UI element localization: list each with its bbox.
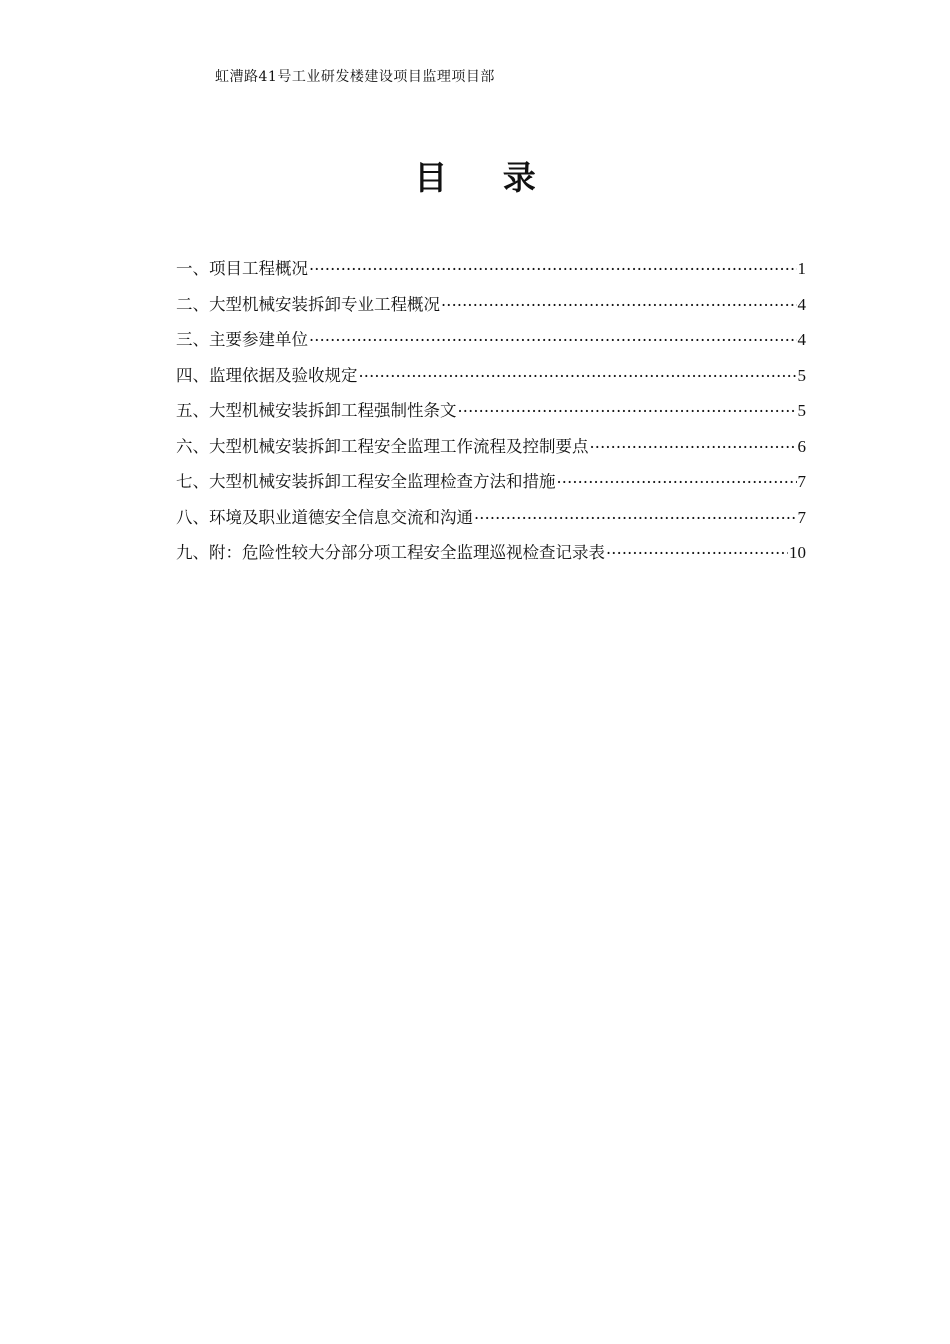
toc-leader-dots	[359, 364, 797, 381]
toc-leader-dots	[309, 258, 797, 275]
toc-entry[interactable]	[176, 362, 806, 398]
toc-entry-label: 四、监理依据及验收规定	[176, 365, 358, 385]
toc-entry[interactable]	[176, 397, 806, 433]
toc-entry[interactable]	[176, 504, 806, 540]
toc-entry-label: 二、大型机械安装拆卸专业工程概况	[176, 294, 440, 314]
toc-entry-label: 五、大型机械安装拆卸工程强制性条文	[176, 401, 457, 420]
toc-entry[interactable]	[176, 291, 806, 327]
toc-entry[interactable]	[176, 539, 806, 575]
page-title: 目 录	[414, 158, 558, 197]
table-of-contents	[176, 255, 806, 575]
toc-entry-label: 九、附：危险性较大分部分项工程安全监理巡视检查记录表	[176, 543, 605, 562]
toc-entry[interactable]	[176, 468, 806, 504]
toc-entry[interactable]	[176, 433, 806, 469]
toc-entry-label: 三、主要参建单位	[176, 330, 308, 349]
toc-entry-page: 5	[797, 365, 806, 385]
toc-leader-dots	[590, 435, 797, 452]
page-header: 虹漕路41号工业研发楼建设项目监理项目部	[215, 69, 495, 85]
toc-entry[interactable]	[176, 255, 806, 291]
toc-entry[interactable]	[176, 326, 806, 362]
toc-entry-page: 7	[797, 507, 806, 527]
toc-entry-page: 4	[797, 330, 806, 349]
toc-leader-dots	[309, 329, 797, 346]
toc-leader-dots	[458, 400, 797, 417]
toc-entry-page: 5	[797, 401, 806, 420]
toc-entry-page: 10	[789, 543, 806, 562]
toc-leader-dots	[606, 542, 788, 559]
toc-leader-dots	[441, 293, 797, 310]
toc-entry-label: 七、大型机械安装拆卸工程安全监理检查方法和措施	[176, 472, 556, 491]
toc-entry-page: 6	[797, 436, 806, 456]
toc-leader-dots	[557, 471, 797, 488]
toc-leader-dots	[474, 506, 797, 523]
toc-entry-label: 八、环境及职业道德安全信息交流和沟通	[176, 507, 473, 527]
toc-entry-page: 1	[797, 259, 806, 278]
toc-entry-label: 六、大型机械安装拆卸工程安全监理工作流程及控制要点	[176, 436, 589, 456]
toc-entry-page: 7	[797, 472, 806, 491]
toc-entry-label: 一、项目工程概况	[176, 259, 308, 278]
toc-entry-page: 4	[797, 294, 806, 314]
